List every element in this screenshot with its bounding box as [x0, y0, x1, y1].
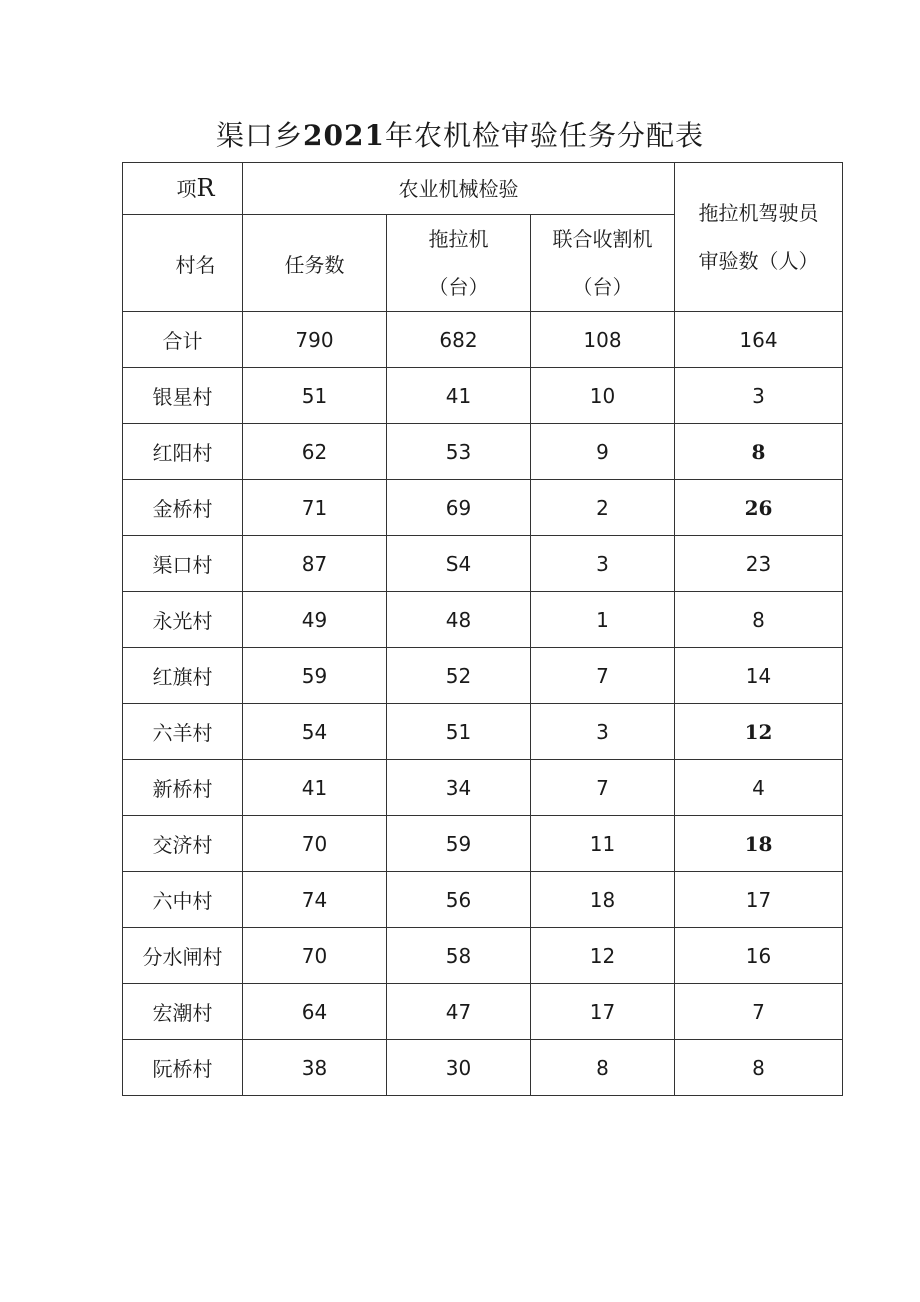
- cell-tasks: 64: [243, 984, 387, 1040]
- cell-village: 新桥村: [123, 760, 243, 816]
- cell-tractor: 48: [387, 592, 531, 648]
- cell-tasks: 790: [243, 312, 387, 368]
- cell-village: 金桥村: [123, 480, 243, 536]
- col-header-tractor: [387, 215, 531, 312]
- cell-drivers: 14: [675, 648, 843, 704]
- col-header-harvester: [531, 215, 675, 312]
- cell-village: 六羊村: [123, 704, 243, 760]
- corner-item-letter: R: [196, 174, 215, 202]
- table-row: [123, 760, 843, 816]
- cell-harvester: 17: [531, 984, 675, 1040]
- cell-tasks: 38: [243, 1040, 387, 1096]
- cell-drivers: 16: [675, 928, 843, 984]
- cell-village: 六中村: [123, 872, 243, 928]
- cell-tasks: 49: [243, 592, 387, 648]
- cell-village: 合计: [123, 312, 243, 368]
- cell-village: 渠口村: [123, 536, 243, 592]
- cell-tasks: 70: [243, 816, 387, 872]
- cell-village: 红旗村: [123, 648, 243, 704]
- cell-tractor: 59: [387, 816, 531, 872]
- cell-village: 分水闸村: [123, 928, 243, 984]
- col-header-drivers-line1: 拖拉机驾驶员: [698, 201, 819, 225]
- table-row: [123, 368, 843, 424]
- title-suffix: 年农机检审验任务分配表: [384, 119, 704, 152]
- cell-harvester: 108: [531, 312, 675, 368]
- cell-harvester: 12: [531, 928, 675, 984]
- title-year: 2021: [303, 119, 385, 152]
- table-body: [123, 312, 843, 1096]
- table-row: [123, 1040, 843, 1096]
- table-row: [123, 424, 843, 480]
- cell-harvester: 7: [531, 648, 675, 704]
- cell-tasks: 74: [243, 872, 387, 928]
- col-header-drivers-line2: 审验数（人）: [698, 249, 819, 273]
- table-row: [123, 872, 843, 928]
- cell-harvester: 3: [531, 536, 675, 592]
- title-prefix: 渠口乡: [216, 119, 304, 152]
- cell-harvester: 8: [531, 1040, 675, 1096]
- cell-drivers: 18: [675, 816, 843, 872]
- cell-tractor: 47: [387, 984, 531, 1040]
- header-row-1: [123, 163, 843, 215]
- cell-tractor: 52: [387, 648, 531, 704]
- cell-harvester: 9: [531, 424, 675, 480]
- cell-drivers: 23: [675, 536, 843, 592]
- cell-tasks: 71: [243, 480, 387, 536]
- col-header-tractor-line2: （台）: [428, 275, 489, 299]
- table-row: [123, 480, 843, 536]
- cell-drivers: 17: [675, 872, 843, 928]
- cell-tractor: 682: [387, 312, 531, 368]
- table-row: [123, 984, 843, 1040]
- cell-harvester: 2: [531, 480, 675, 536]
- cell-village: 永光村: [123, 592, 243, 648]
- cell-tractor: 56: [387, 872, 531, 928]
- cell-tasks: 54: [243, 704, 387, 760]
- cell-tractor: 30: [387, 1040, 531, 1096]
- cell-harvester: 10: [531, 368, 675, 424]
- table-row: [123, 704, 843, 760]
- cell-tractor: S4: [387, 536, 531, 592]
- cell-drivers: 164: [675, 312, 843, 368]
- corner-item-char: 项: [176, 177, 197, 201]
- col-header-harvester-line2: （台）: [572, 275, 633, 299]
- col-header-tasks: 任务数: [243, 215, 387, 312]
- cell-tasks: 62: [243, 424, 387, 480]
- table-row: [123, 536, 843, 592]
- cell-drivers: 3: [675, 368, 843, 424]
- cell-drivers: 12: [675, 704, 843, 760]
- cell-drivers: 26: [675, 480, 843, 536]
- cell-harvester: 18: [531, 872, 675, 928]
- corner-header-village: 村名: [123, 215, 243, 312]
- cell-tasks: 59: [243, 648, 387, 704]
- cell-drivers: 8: [675, 424, 843, 480]
- table-row: [123, 648, 843, 704]
- cell-tasks: 41: [243, 760, 387, 816]
- cell-village: 交济村: [123, 816, 243, 872]
- cell-tasks: 51: [243, 368, 387, 424]
- page-title: [0, 112, 920, 160]
- cell-harvester: 3: [531, 704, 675, 760]
- table-row: [123, 592, 843, 648]
- cell-tractor: 51: [387, 704, 531, 760]
- col-header-harvester-line1: 联合收割机: [552, 227, 653, 251]
- cell-tasks: 87: [243, 536, 387, 592]
- cell-tractor: 34: [387, 760, 531, 816]
- cell-harvester: 11: [531, 816, 675, 872]
- cell-drivers: 8: [675, 1040, 843, 1096]
- table-row: [123, 928, 843, 984]
- cell-drivers: 4: [675, 760, 843, 816]
- cell-harvester: 1: [531, 592, 675, 648]
- corner-header-item: [123, 163, 243, 215]
- cell-drivers: 8: [675, 592, 843, 648]
- task-allocation-table: [122, 162, 843, 1096]
- cell-village: 红阳村: [123, 424, 243, 480]
- cell-drivers: 7: [675, 984, 843, 1040]
- cell-tractor: 58: [387, 928, 531, 984]
- table-row: [123, 816, 843, 872]
- group-header-machinery: 农业机械检验: [243, 163, 675, 215]
- cell-tractor: 69: [387, 480, 531, 536]
- cell-tractor: 41: [387, 368, 531, 424]
- col-header-tractor-line1: 拖拉机: [428, 227, 489, 251]
- col-header-drivers: [675, 163, 843, 312]
- cell-harvester: 7: [531, 760, 675, 816]
- cell-tasks: 70: [243, 928, 387, 984]
- cell-tractor: 53: [387, 424, 531, 480]
- cell-village: 阮桥村: [123, 1040, 243, 1096]
- table-row: [123, 312, 843, 368]
- cell-village: 银星村: [123, 368, 243, 424]
- cell-village: 宏潮村: [123, 984, 243, 1040]
